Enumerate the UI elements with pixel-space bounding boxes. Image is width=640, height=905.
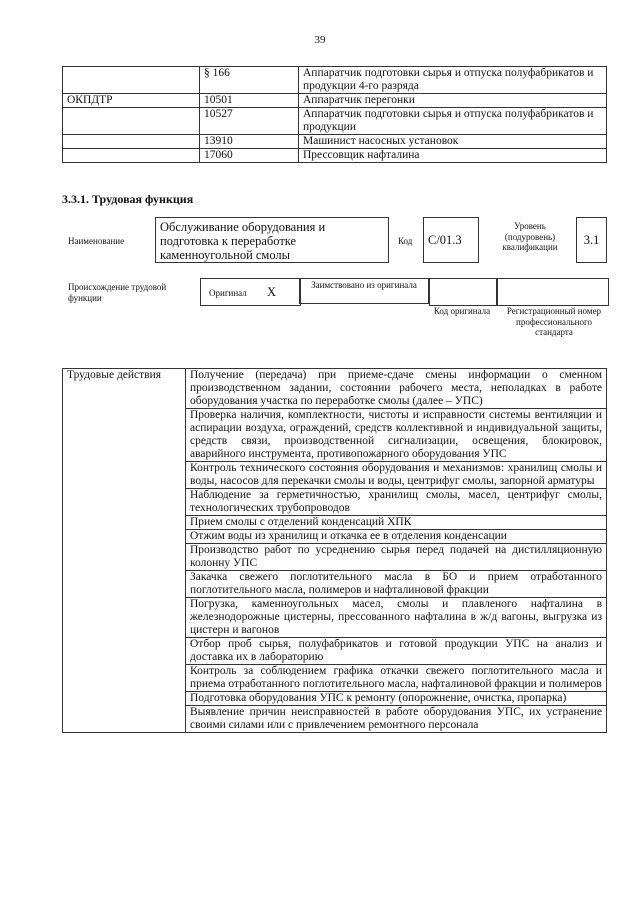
action-item: Выявление причин неисправностей в работе оборудования УПС, их устранение своими силами или с привлечением ремонтного персонала (186, 706, 607, 733)
code-box (423, 217, 479, 263)
codes-row (63, 135, 607, 149)
codes-table (62, 66, 607, 163)
action-item: Наблюдение за герметичностью, хранилищ смолы, масел, центрифуг смолы, технологических трубопроводов (186, 489, 607, 516)
codes-cell-c3: Аппаратчик подготовки сырья и отпуска полуфабрикатов и продукции (299, 108, 607, 135)
codes-cell-c2: 13910 (200, 135, 299, 149)
reg-number-caption: Регистрационный номер профессионального стандарта (506, 306, 602, 337)
action-row (63, 369, 607, 409)
reg-number-cell (496, 278, 609, 306)
action-item: Подготовка оборудования УПС к ремонту (опорожнение, очистка, пропарка) (186, 692, 607, 706)
code-value: С/01.3 (428, 233, 462, 247)
codes-cell-c3: Аппаратчик перегонки (299, 94, 607, 108)
borrowed-label: Заимствовано из оригинала (311, 280, 417, 290)
codes-row (63, 67, 607, 94)
code-label: Код (398, 236, 413, 246)
codes-row (63, 149, 607, 163)
codes-cell-c2: § 166 (200, 67, 299, 94)
borrowed-cell (299, 278, 429, 304)
action-item: Производство работ по усреднению сырья перед подачей на дистилляционную колонну УПС (186, 544, 607, 571)
code-original-caption: Код оригинала (433, 306, 491, 316)
actions-table (62, 368, 607, 733)
codes-cell-c3: Прессовщик нафталина (299, 149, 607, 163)
codes-cell-c3: Аппаратчик подготовки сырья и отпуска полуфабрикатов и продукции 4-го разряда (299, 67, 607, 94)
codes-cell-c1 (63, 67, 200, 94)
action-item: Контроль за соблюдением графика откачки свежего поглотительного масла и приема отработанного поглотительного масла, нафталиновой фракции и полимеров (186, 665, 607, 692)
original-label: Оригинал (209, 288, 247, 298)
action-item: Погрузка, каменноугольных масел, смолы и плавленого нафталина в железнодорожные цистерны, прессованного нафталина в ж/д вагоны, выгрузка из цистерн и вагонов (186, 598, 607, 638)
origin-label: Происхождение трудовой функции (68, 282, 167, 303)
level-label: Уровень (подуровень) квалификации (502, 221, 558, 252)
codes-cell-c2: 17060 (200, 149, 299, 163)
codes-row (63, 108, 607, 135)
function-name-box (155, 217, 389, 263)
page-number: 39 (314, 34, 326, 46)
codes-cell-c1 (63, 108, 200, 135)
action-item: Проверка наличия, комплектности, чистоты и исправности системы вентиляции и аспирации воздуха, ограждений, средств коллективной и индивидуальной защиты, средств связи, производственной сигнализации, освещения, блокировок, аварийного инструмента, противопожарного оборудования УПС (186, 409, 607, 462)
action-item: Контроль технического состояния оборудования и механизмов: хранилищ смолы и воды, насосов для перекачки смолы и воды, центрифуг смолы, запорной арматуры (186, 462, 607, 489)
action-item: Прием смолы с отделений конденсаций ХПК (186, 516, 607, 530)
codes-cell-c2: 10501 (200, 94, 299, 108)
section-title: 3.3.1. Трудовая функция (62, 192, 194, 206)
original-mark: X (267, 285, 277, 299)
level-value: 3.1 (583, 233, 600, 247)
code-original-cell (429, 278, 498, 306)
original-cell (200, 278, 301, 306)
action-item: Отжим воды из хранилищ и откачка ее в отделения конденсации (186, 530, 607, 544)
codes-cell-c1: ОКПДТР (63, 94, 200, 108)
name-label: Наименование (68, 236, 125, 246)
codes-cell-c3: Машинист насосных установок (299, 135, 607, 149)
codes-row (63, 94, 607, 108)
action-item: Получение (передача) при приеме-сдаче смены информации о сменном производственном задании, состоянии рабочего места, неполадках в работе оборудования участка по переработке смолы (далее – УПС) (186, 369, 607, 409)
actions-header: Трудовые действия (63, 369, 186, 733)
codes-cell-c1 (63, 149, 200, 163)
level-box (576, 217, 607, 263)
codes-cell-c2: 10527 (200, 108, 299, 135)
function-name: Обслуживание оборудования и подготовка к переработке каменноугольной смолы (160, 220, 326, 262)
origin-row (200, 278, 607, 304)
action-item: Отбор проб сырья, полуфабрикатов и готовой продукции УПС на анализ и доставка их в лабораторию (186, 638, 607, 665)
action-item: Закачка свежего поглотительного масла в БО и прием отработанного поглотительного масла, полимеров и нафталиновой фракции (186, 571, 607, 598)
codes-cell-c1 (63, 135, 200, 149)
